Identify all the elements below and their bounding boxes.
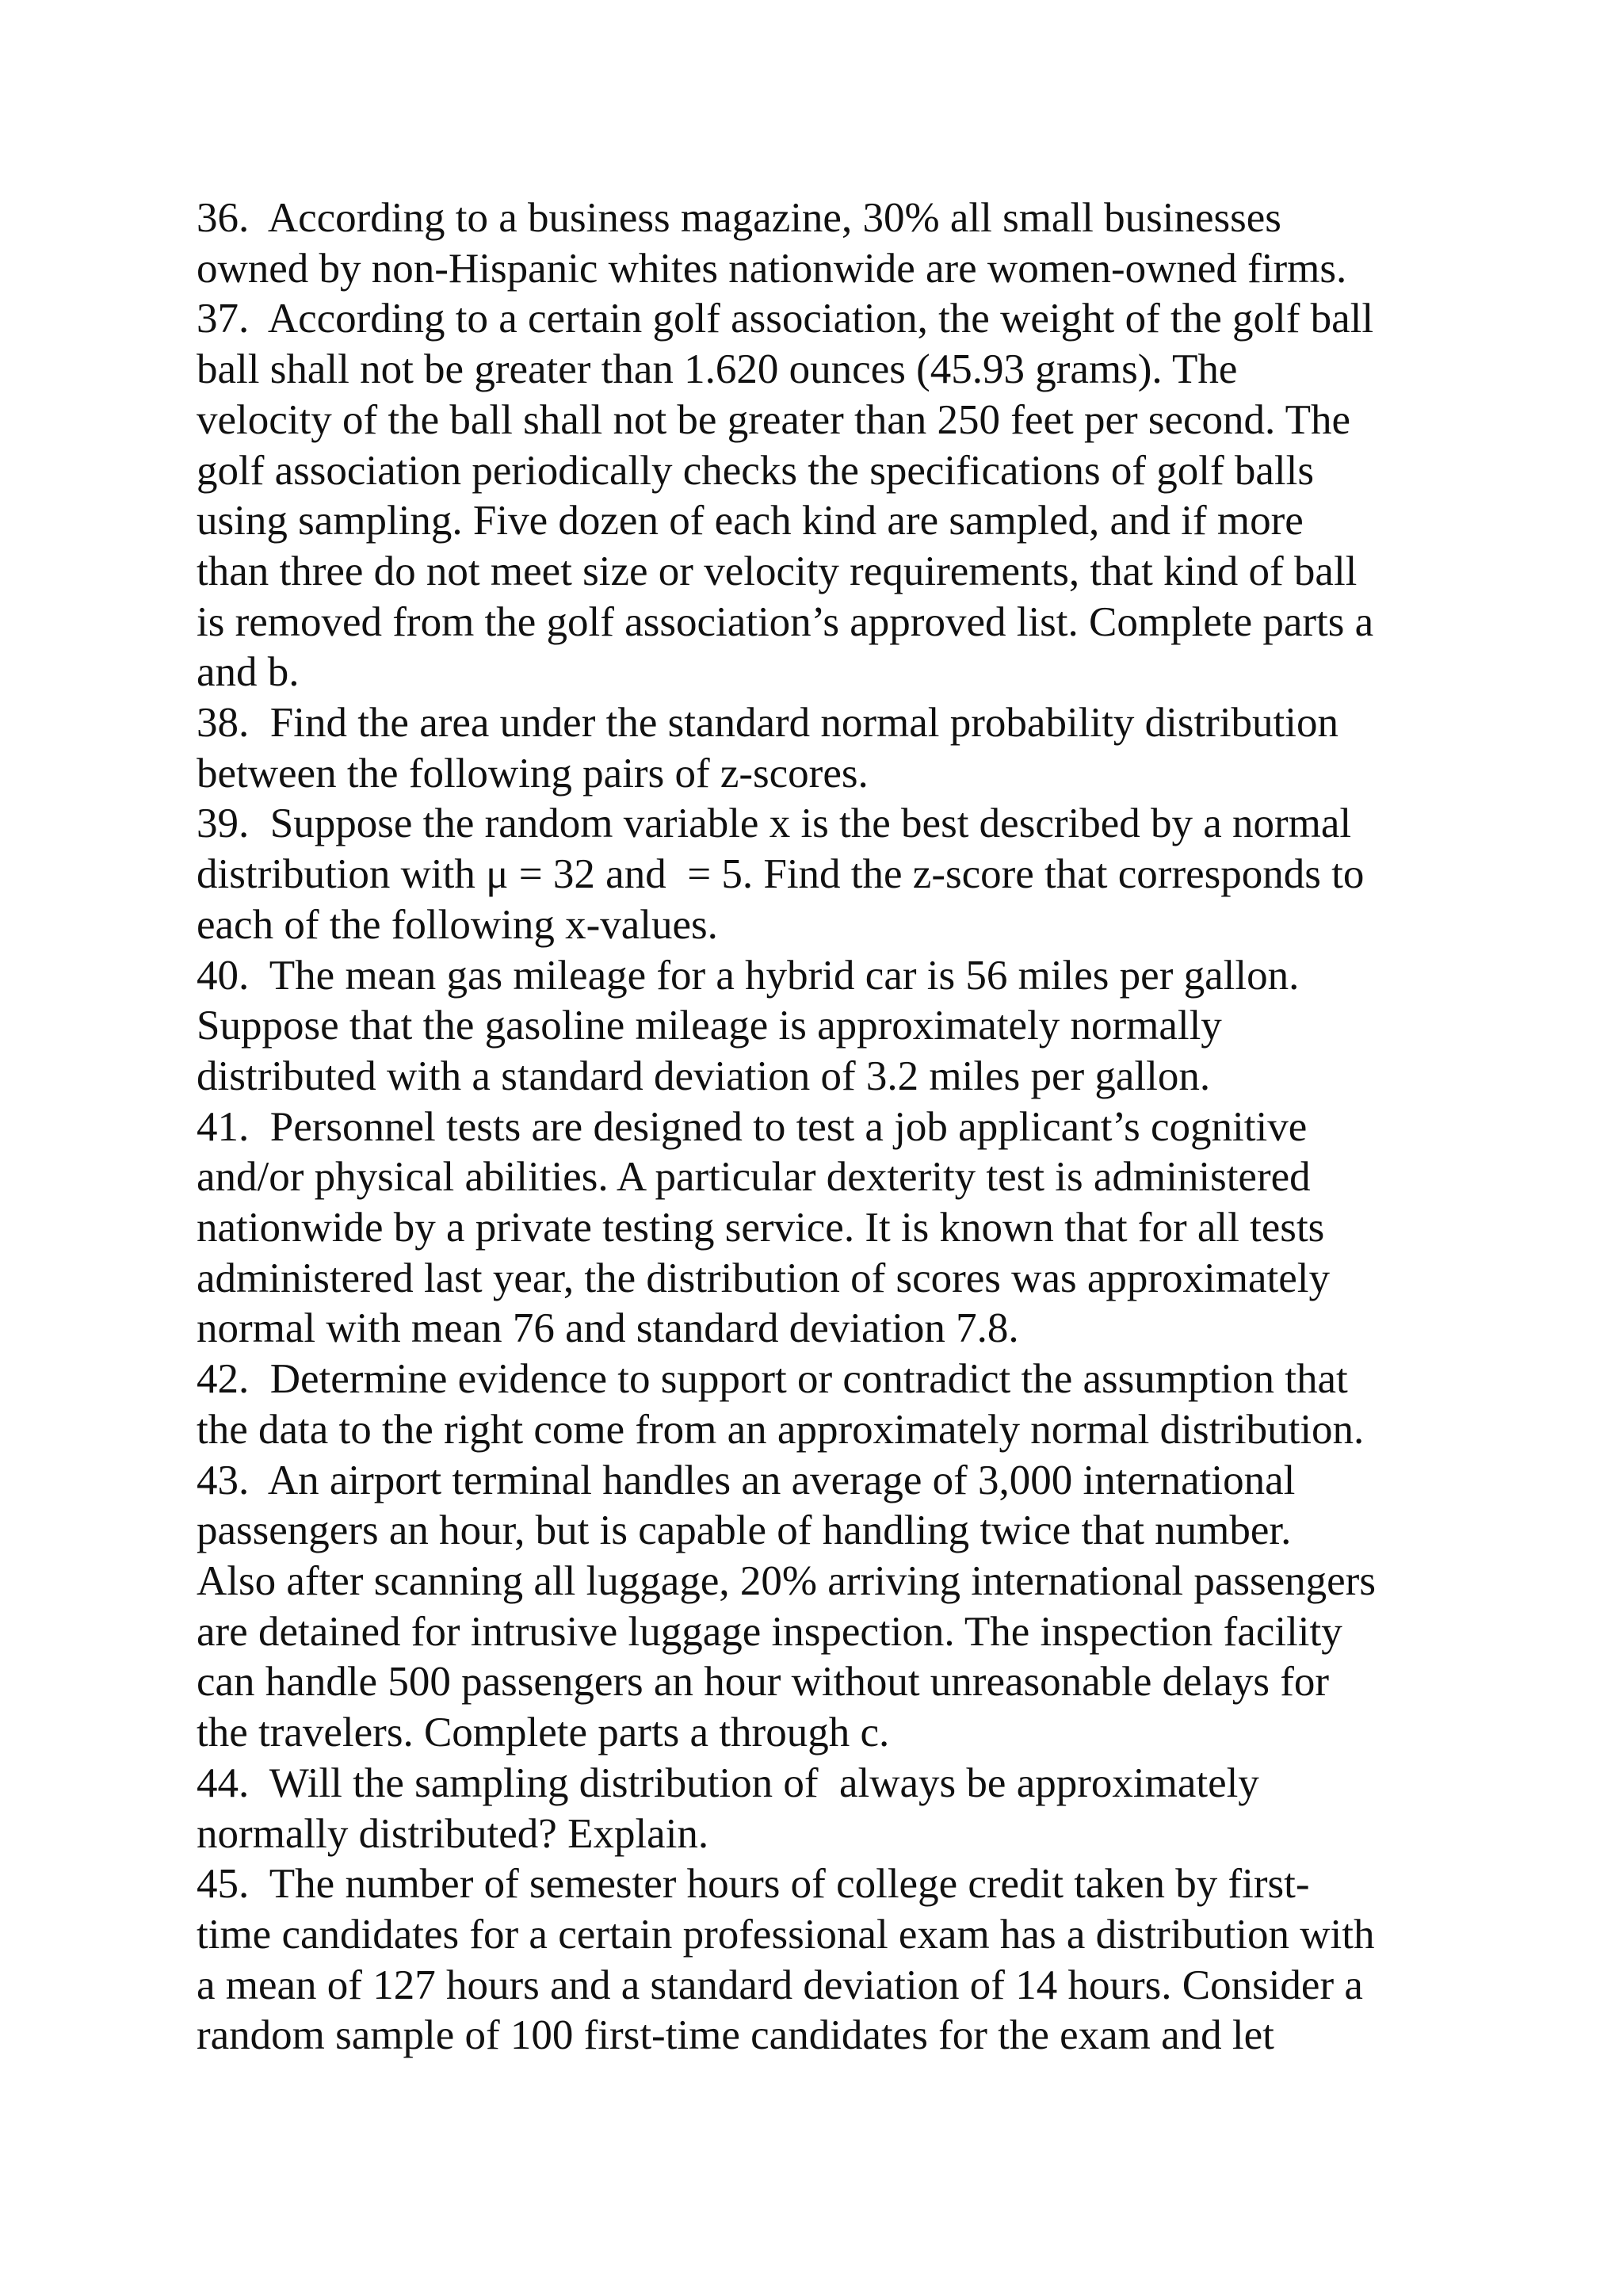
text-line: golf association periodically checks the specifications of golf balls — [197, 447, 1314, 494]
text-line: each of the following x-values. — [197, 901, 718, 948]
text-line: time candidates for a certain professional exam has a distribution with — [197, 1911, 1375, 1958]
text-line: passengers an hour, but is capable of handling twice that number. — [197, 1507, 1292, 1554]
text-line: the travelers. Complete parts a through c. — [197, 1710, 890, 1756]
text-line: are detained for intrusive luggage inspection. The inspection facility — [197, 1608, 1342, 1655]
text-line: is removed from the golf association’s approved list. Complete parts a — [197, 598, 1374, 645]
text-line: distributed with a standard deviation of 3.2 miles per gallon. — [197, 1052, 1211, 1099]
text-line: 36. According to a business magazine, 30% all small businesses — [197, 195, 1281, 241]
text-line: a mean of 127 hours and a standard deviation of 14 hours. Consider a — [197, 1962, 1363, 2008]
text-line: Also after scanning all luggage, 20% arriving international passengers — [197, 1557, 1376, 1604]
text-line: ball shall not be greater than 1.620 ounces (45.93 grams). The — [197, 346, 1238, 393]
text-line: using sampling. Five dozen of each kind are sampled, and if more — [197, 498, 1304, 544]
text-line: between the following pairs of z-scores. — [197, 750, 869, 797]
text-line: the data to the right come from an approximately normal distribution. — [197, 1406, 1365, 1453]
text-line: than three do not meet size or velocity requirements, that kind of ball — [197, 548, 1358, 594]
text-line: 45. The number of semester hours of college credit taken by first- — [197, 1861, 1310, 1908]
text-line: 38. Find the area under the standard normal probability distribution — [197, 700, 1338, 747]
text-line: random sample of 100 first-time candidates for the exam and let — [197, 2012, 1274, 2059]
text-line: 40. The mean gas mileage for a hybrid car is 56 miles per gallon. — [197, 952, 1300, 999]
text-line: and/or physical abilities. A particular dexterity test is administered — [197, 1154, 1311, 1201]
text-line: owned by non-Hispanic whites nationwide are women-owned firms. — [197, 245, 1347, 292]
text-line: velocity of the ball shall not be greater than 250 feet per second. The — [197, 396, 1350, 443]
text-line: and b. — [197, 649, 300, 696]
text-line: 44. Will the sampling distribution of always be approximately — [197, 1759, 1259, 1806]
question-text-block — [197, 193, 1449, 2061]
text-line: normally distributed? Explain. — [197, 1810, 709, 1857]
text-line: normal with mean 76 and standard deviation 7.8. — [197, 1305, 1019, 1352]
text-line: can handle 500 passengers an hour without unreasonable delays for — [197, 1659, 1330, 1706]
text-line: 37. According to a certain golf association, the weight of the golf ball — [197, 296, 1374, 342]
text-line: 41. Personnel tests are designed to test a job applicant’s cognitive — [197, 1103, 1308, 1150]
text-line: 39. Suppose the random variable x is the best described by a normal — [197, 800, 1352, 847]
text-line: 43. An airport terminal handles an average of 3,000 international — [197, 1457, 1296, 1503]
text-line: distribution with μ = 32 and = 5. Find the z-score that corresponds to — [197, 851, 1365, 898]
text-line: Suppose that the gasoline mileage is approximately normally — [197, 1003, 1222, 1049]
text-line: nationwide by a private testing service. It is known that for all tests — [197, 1205, 1325, 1251]
text-line: 42. Determine evidence to support or contradict the assumption that — [197, 1356, 1348, 1403]
text-line: administered last year, the distribution of scores was approximately — [197, 1255, 1330, 1301]
